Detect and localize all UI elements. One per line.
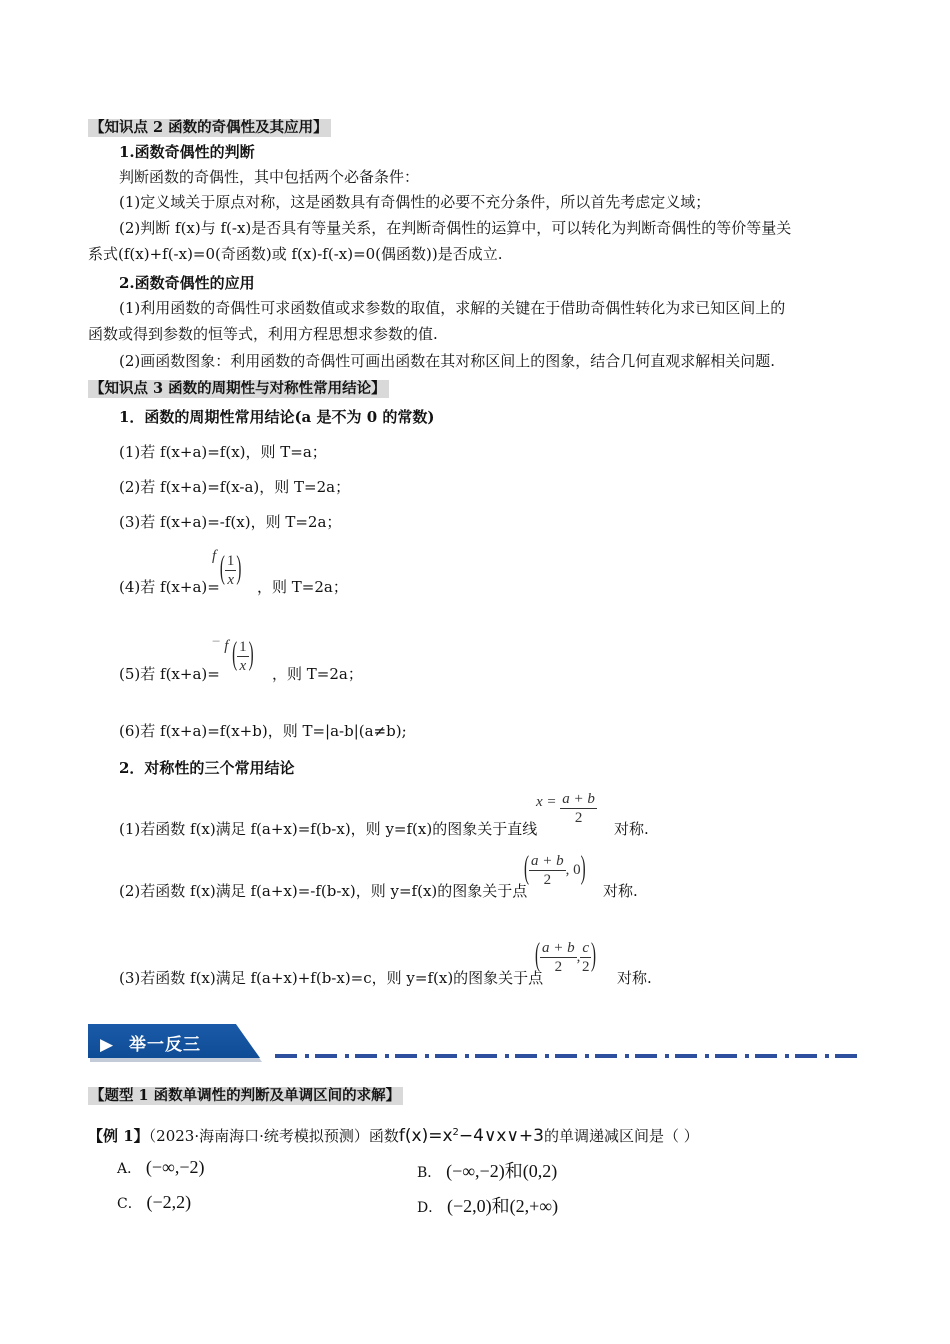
periodic-rule-5: [119, 664, 220, 684]
subsection-title: 2.函数奇偶性的应用: [119, 274, 255, 292]
periodic-rule-4: [119, 577, 220, 597]
option-d[interactable]: [417, 1192, 558, 1218]
dash-dot-divider: [275, 1054, 860, 1058]
formula-f-of-1-over-x: f ( $\frac{1}{x}$ ): [212, 548, 242, 589]
section-banner: [88, 1024, 260, 1058]
formula-numerator-2: c: [582, 940, 590, 956]
rule-suffix: ，则 T=2a；: [257, 578, 348, 596]
section-heading-kp3: 【知识点 3 函数的周期性与对称性常用结论】: [88, 380, 389, 398]
option-b[interactable]: [417, 1157, 557, 1183]
formula-denominator: 2: [543, 872, 552, 888]
formula-denominator-2: 2: [581, 959, 590, 975]
symmetry-rule-2: (2)若函数 f(x)满足 f(a+x)=-f(b-x)，则 y=f(x)的图象关于点: [119, 882, 528, 900]
rule-prefix: (4)若 f(x+a)=: [119, 578, 220, 596]
periodic-rule-6: (6)若 f(x+a)=f(x+b)，则 T=|a-b|(a≠b);: [119, 722, 407, 740]
paragraph: (2)画函数图象：利用函数的奇偶性可画出函数在其对称区间上的图象，结合几何直观求解相关问题.: [119, 352, 776, 370]
rule-suffix: ，则 T=2a；: [272, 665, 363, 683]
paragraph: 系式(f(x)+f(-x)=0(奇函数)或 f(x)-f(-x)=0(偶函数))是否成立.: [88, 245, 503, 263]
formula-center-point-c: ( $\frac{a + b}{2}$ , $\frac{c}{2}$ ): [535, 938, 597, 975]
rule-suffix: 对称.: [617, 969, 652, 987]
section-heading-kp2: 【知识点 2 函数的奇偶性及其应用】: [88, 119, 331, 137]
formula-center-point: ( $\frac{a + b}{2}$ , 0): [524, 851, 586, 888]
paragraph: (1)定义域关于原点对称，这是函数具有奇偶性的必要不充分条件，所以首先考虑定义域；: [119, 193, 711, 211]
question-tail: 的单调递减区间是（ ）: [543, 1127, 699, 1145]
formula-numerator: a + b: [531, 853, 564, 869]
subsection-title: 1.函数奇偶性的判断: [119, 143, 255, 161]
option-value: (−∞,−2): [145, 1157, 205, 1177]
formula-f: f: [224, 638, 229, 654]
function-expression-rest: −4∨x∨+3: [458, 1126, 544, 1146]
rule-suffix: 对称.: [603, 882, 638, 900]
paragraph: (1)利用函数的奇偶性可求函数值或求参数的取值，求解的关键在于借助奇偶性转化为求已知区间上的: [119, 299, 786, 317]
formula-minus: −: [212, 634, 221, 650]
formula-denominator: x: [239, 658, 247, 675]
formula-neg-f-of-1-over-x: − f ( $\frac{1}{x}$ ): [212, 634, 254, 675]
option-label: C．: [117, 1196, 142, 1212]
function-expression: f(x)=x: [398, 1126, 453, 1146]
formula-numerator: 1: [239, 639, 247, 656]
formula-f: f: [212, 548, 217, 564]
rule-prefix: (5)若 f(x+a)=: [119, 665, 220, 683]
periodic-rule-3: (3)若 f(x+a)=-f(x)，则 T=2a；: [119, 513, 342, 531]
banner-title: 举一反三: [129, 1035, 201, 1055]
section-heading-type1: 【题型 1 函数单调性的判断及单调区间的求解】: [88, 1087, 403, 1105]
option-label: A．: [117, 1161, 142, 1177]
formula-numerator: 1: [226, 553, 235, 570]
question-source: （2023·海南海口·统考模拟预测）函数: [148, 1127, 399, 1145]
option-c[interactable]: [117, 1192, 191, 1213]
symmetry-rule-3: (3)若函数 f(x)满足 f(a+x)+f(b-x)=c，则 y=f(x)的图象关于点: [119, 969, 544, 987]
formula-denominator: 2: [554, 959, 563, 975]
option-label: D．: [417, 1200, 443, 1216]
banner-label: [100, 1030, 201, 1055]
example-question: [88, 1123, 699, 1146]
symmetry-rule-1: (1)若函数 f(x)满足 f(a+x)=f(b-x)，则 y=f(x)的图象关于直线: [119, 820, 538, 838]
example-label: 【例 1】: [88, 1127, 149, 1145]
formula-numerator: a + b: [562, 791, 595, 807]
option-value: (−2,2): [146, 1192, 192, 1212]
play-arrow-icon: ▶: [100, 1035, 115, 1055]
subsection-title: 2．对称性的三个常用结论: [119, 759, 295, 777]
option-value: (−∞,−2)和(0,2): [446, 1161, 558, 1181]
option-value: (−2,0)和(2,+∞): [447, 1196, 559, 1216]
formula-numerator: a + b: [542, 940, 575, 956]
formula-axis: [536, 790, 597, 827]
paragraph: (2)判断 f(x)与 f(-x)是否具有等量关系，在判断奇偶性的运算中，可以转化为判断奇偶性的等价等量关: [119, 219, 792, 237]
periodic-rule-1: (1)若 f(x+a)=f(x)，则 T=a；: [119, 443, 327, 461]
periodic-rule-2: (2)若 f(x+a)=f(x-a)，则 T=2a；: [119, 478, 351, 496]
formula-denominator: 2: [574, 810, 583, 826]
subsection-title: 1．函数的周期性常用结论(a 是不为 0 的常数): [119, 408, 435, 426]
option-label: B．: [417, 1165, 442, 1181]
paragraph: 判断函数的奇偶性，其中包括两个必备条件：: [119, 168, 420, 186]
rule-suffix: 对称.: [614, 820, 649, 838]
formula-denominator: x: [227, 572, 234, 589]
option-a[interactable]: [117, 1157, 205, 1178]
paragraph: 函数或得到参数的恒等式，利用方程思想求参数的值.: [88, 325, 438, 343]
function-exponent: 2: [452, 1127, 459, 1138]
formula-lhs: x =: [536, 793, 557, 810]
formula-second-coord: , 0: [565, 861, 581, 878]
